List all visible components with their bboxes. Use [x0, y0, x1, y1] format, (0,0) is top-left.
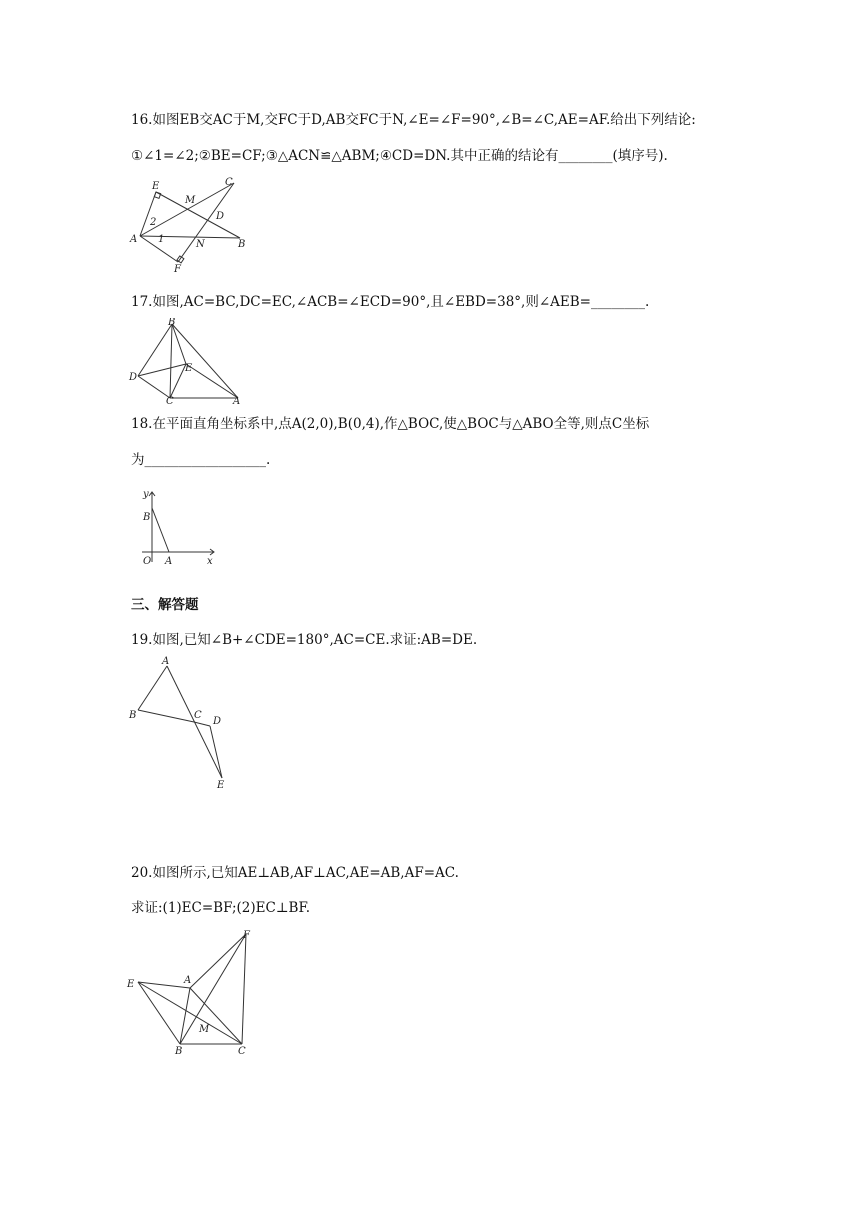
q19-label-D: D [213, 716, 222, 727]
q20-label-M: M [199, 1024, 210, 1035]
q17-label-C: C [166, 396, 174, 404]
q20-text-line2: 求证:(1)EC=BF;(2)EC⊥BF. [131, 900, 311, 916]
q19-text-line1: 19.如图,已知∠B+∠CDE=180°,AC=CE.求证:AB=DE. [131, 632, 478, 648]
q16-label-A: A [130, 234, 138, 245]
q20-label-C: C [238, 1046, 246, 1057]
q18-label-B: B [143, 512, 151, 523]
q19-label-E: E [217, 780, 225, 790]
q18-text-line1: 18.在平面直角坐标系中,点A(2,0),B(0,4),作△BOC,使△BOC与△ABO全等,则点C坐标 [131, 416, 650, 432]
q20-label-B: B [175, 1046, 183, 1057]
q17-text-line1: 17.如图,AC=BC,DC=EC,∠ACB=∠ECD=90°,且∠EBD=38°,则∠AEB=________. [131, 294, 650, 310]
q20-label-E: E [127, 979, 135, 990]
q17-label-E: E [185, 363, 193, 374]
q16-label-E: E [152, 181, 160, 192]
q16-text-line2: ①∠1=∠2;②BE=CF;③△ACN≌△ABM;④CD=DN.其中正确的结论有________(填序号). [131, 148, 668, 164]
q20-label-F: F [243, 930, 250, 941]
q17-label-B: B [168, 318, 176, 328]
q17-label-A: A [233, 396, 241, 404]
q19-label-B: B [129, 710, 137, 721]
q18-text-line2: 为__________________. [131, 452, 271, 468]
q16-text-line1: 16.如图EB交AC于M,交FC于D,AB交FC于N,∠E=∠F=90°,∠B=∠C,AE=AF.给出下列结论: [131, 112, 696, 128]
q19-figure [128, 654, 238, 790]
q18-label-x: x [207, 556, 213, 567]
q16-label-2: 2 [150, 217, 157, 228]
q18-label-A: A [165, 556, 173, 567]
q20-figure [124, 928, 260, 1058]
q18-label-O: O [143, 556, 152, 567]
q16-label-N: N [196, 239, 205, 250]
q16-label-M: M [185, 195, 196, 206]
q20-label-A: A [184, 975, 192, 986]
q16-label-C: C [225, 177, 233, 188]
q20-text-line1: 20.如图所示,已知AE⊥AB,AF⊥AC,AE=AB,AF=AC. [131, 865, 459, 881]
q16-label-B: B [238, 239, 246, 250]
q19-label-A: A [162, 656, 170, 667]
q19-label-C: C [194, 710, 202, 721]
q16-label-F: F [174, 264, 181, 275]
q16-label-1: 1 [158, 234, 165, 245]
q16-label-D: D [216, 211, 225, 222]
section-heading: 三、解答题 [131, 597, 199, 613]
q17-label-D: D [129, 372, 138, 383]
q17-figure [128, 318, 246, 404]
q18-figure [138, 486, 228, 568]
q16-figure [128, 176, 250, 276]
q18-label-y: y [143, 489, 149, 500]
